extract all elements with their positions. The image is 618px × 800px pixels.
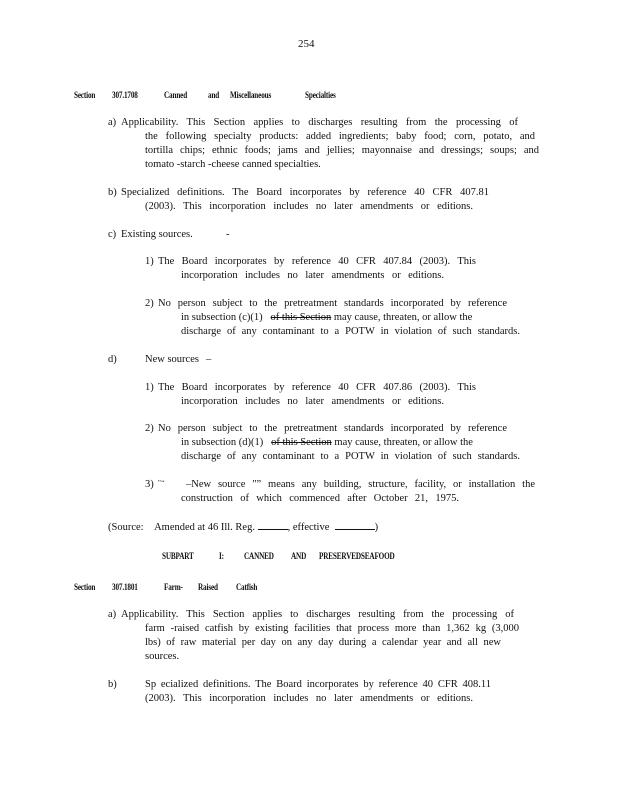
item-marker: 1) [145, 382, 154, 393]
struck-text: of this Section [270, 312, 332, 323]
item-marker: 3) [145, 479, 154, 490]
subsection-marker: b) [108, 679, 117, 690]
paragraph-line: incorporation includes no later amendments or editions. [181, 270, 444, 281]
paragraph-line: Specialized definitions. The Board incorporates by reference 40 CFR 407.81 [121, 187, 489, 198]
paragraph-line: Applicability. This Section applies to discharges resulting from the processing of [121, 117, 518, 128]
section-title-word: Catfish [236, 582, 258, 592]
section-title-word: Specialties [305, 90, 336, 100]
quote-mark: "‘‘ [158, 479, 165, 487]
struck-text: of this Section [271, 437, 332, 448]
section-number: 307.1801 [112, 582, 138, 592]
paragraph-line: sources. [145, 651, 180, 662]
paragraph-line: discharge of any contaminant to a POTW in violation of such standards. [181, 326, 520, 337]
paragraph-line: The Board incorporates by reference 40 CFR 407.86 (2003). This [158, 382, 476, 393]
paragraph-line [181, 311, 472, 325]
paragraph-line: farm -raised catfish by existing facilities that process more than 1,362 kg (3,000 [145, 623, 519, 634]
paragraph-line: No person subject to the pretreatment standards incorporated by reference [158, 298, 507, 309]
subsection-marker: a) [108, 117, 117, 128]
paragraph-line: Sp ecialized definitions. The Board incorporates by reference 40 CFR 408.11 [145, 679, 491, 690]
text-span: may cause, threaten, or allow the [334, 437, 473, 448]
source-text: Amended at 46 Ill. Reg. [154, 522, 255, 533]
paragraph-line: the following specialty products: added ingredients; baby food; corn, potato, and [145, 131, 535, 142]
item-marker: 2) [145, 298, 154, 309]
subsection-marker: b) [108, 187, 117, 198]
subpart-word: AND [291, 551, 307, 561]
subsection-heading: Existing sources. [121, 229, 193, 240]
source-label: (Source: [108, 522, 144, 533]
section-label: Section [74, 90, 96, 100]
paragraph-line: (2003). This incorporation includes no later amendments or editions. [145, 693, 473, 704]
paragraph-line: tortilla chips; ethnic foods; jams and jellies; mayonnaise and dressings; soups; and [145, 145, 539, 156]
source-close: ) [374, 522, 379, 533]
subsection-marker: d) [108, 354, 117, 365]
source-text: , effective [287, 522, 330, 533]
paragraph-line: (2003). This incorporation includes no later amendments or editions. [145, 201, 473, 212]
paragraph-line: Applicability. This Section applies to discharges resulting from the processing of [121, 609, 514, 620]
subsection-marker: c) [108, 229, 117, 240]
paragraph-line: discharge of any contaminant to a POTW in violation of such standards. [181, 451, 520, 462]
text-span: may cause, threaten, or allow the [333, 312, 473, 323]
paragraph-line: construction of which commenced after October 21, 1975. [181, 493, 459, 504]
paragraph-line: No person subject to the pretreatment standards incorporated by reference [158, 423, 507, 434]
item-marker: 2) [145, 423, 154, 434]
section-title-word: Miscellaneous [230, 90, 272, 100]
effective-date-blank [335, 519, 375, 530]
section-title-word: Farm- [164, 582, 183, 592]
source-note [108, 519, 378, 535]
paragraph-line: The Board incorporates by reference 40 CFR 407.84 (2003). This [158, 256, 476, 267]
subsection-marker: a) [108, 609, 117, 620]
text-span: in subsection (d)(1) [181, 437, 264, 448]
item-marker: 1) [145, 256, 154, 267]
section-number: 307.1708 [112, 90, 138, 100]
subpart-word: CANNED [244, 551, 274, 561]
section-title-word: and [208, 90, 220, 100]
paragraph-line: incorporation includes no later amendments or editions. [181, 396, 444, 407]
subsection-heading: New sources [145, 354, 199, 365]
section-title-word: Raised [198, 582, 218, 592]
subpart-word: I: [219, 551, 224, 561]
text-span: in subsection (c)(1) [181, 312, 263, 323]
subpart-word: SUBPART [162, 551, 194, 561]
register-blank [258, 519, 288, 530]
paragraph-line: –New source "” means any building, structure, facility, or installation the [186, 479, 535, 490]
heading-dash: – [206, 354, 212, 365]
section-title-word: Canned [164, 90, 188, 100]
heading-dash: - [226, 229, 230, 240]
section-label: Section [74, 582, 96, 592]
paragraph-line: tomato -starch -cheese canned specialties. [145, 159, 321, 170]
paragraph-line: lbs) of raw material per day on any day during a calendar year and all new [145, 637, 501, 648]
subpart-word: PRESERVEDSEAFOOD [319, 551, 395, 561]
paragraph-line [181, 436, 473, 450]
page-number: 254 [298, 38, 315, 50]
